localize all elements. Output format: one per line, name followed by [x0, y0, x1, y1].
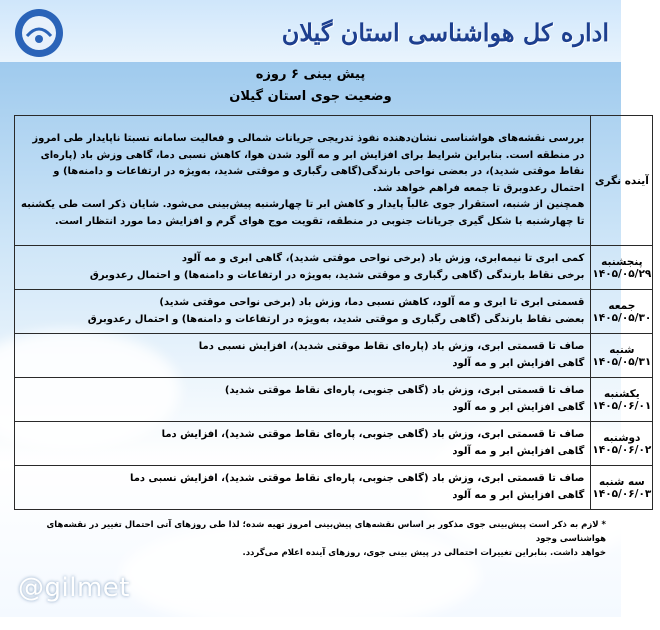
disclaimer-note — [14, 518, 606, 560]
forecast-line: صاف تا قسمتی ابری، وزش باد (گاهی جنوبی، پاره‌ای نقاط موقتی شدید)، افزایش دما — [161, 429, 585, 440]
future-description — [15, 116, 591, 246]
day-cell — [591, 378, 653, 422]
day-name: جمعه — [608, 299, 636, 312]
description-line: احتمال رعدوبرق تا جمعه فراهم خواهد شد. — [373, 182, 585, 194]
forecast-line: صاف تا قسمتی ابری، وزش باد (گاهی جنوبی، پاره‌ای نقاط موقتی شدید)، افزایش نسبی دما — [129, 473, 585, 484]
description-line: در منطقه است. بنابراین شرایط برای افزایش ابر و مه آلود شدن هوا، کاهش نسبی دما، گاهی وزش باد (پاره‌ای — [40, 149, 585, 161]
disclaimer-line: خواهد داشت. بنابراین تغییرات احتمالی در پیش بینی جوی، روزهای آینده اعلام می‌گردد. — [242, 548, 606, 558]
table-row — [15, 290, 653, 334]
day-date: ۱۴۰۵/۰۶/۰۲ — [592, 443, 652, 456]
table-row — [15, 246, 653, 290]
forecast-line: صاف تا قسمتی ابری، وزش باد (پاره‌ای نقاط موقتی شدید)، افزایش نسبی دما — [198, 341, 585, 352]
day-date: ۱۴۰۵/۰۵/۳۱ — [592, 355, 652, 368]
forecast-line: برخی نقاط بارندگی (گاهی رگباری و موقتی شدید، به‌ویژه در ارتفاعات و دامنه‌ها) و احتمال رعدوبرق — [89, 269, 585, 281]
table-row — [15, 466, 653, 510]
day-date: ۱۴۰۵/۰۵/۳۰ — [592, 311, 652, 324]
day-cell — [591, 334, 653, 378]
day-name: سه شنبه — [599, 475, 645, 488]
table-row — [15, 378, 653, 422]
day-name: یکشنبه — [604, 387, 640, 400]
table-row — [15, 334, 653, 378]
day-cell — [591, 422, 653, 466]
day-date: ۱۴۰۵/۰۶/۰۱ — [592, 399, 652, 412]
day-name: شنبه — [609, 343, 635, 356]
day-forecast — [15, 246, 591, 290]
description-line: تا چهارشنبه با شکل گیری جریانات جنوبی در منطقه، تقویت موج هوای گرم و افزایش دما مورد انتظار است. — [54, 215, 585, 227]
forecast-line: صاف تا قسمتی ابری، وزش باد (گاهی جنوبی، پاره‌ای نقاط موقتی شدید) — [224, 385, 585, 396]
day-cell — [591, 290, 653, 334]
table-row — [15, 116, 653, 246]
forecast-line: گاهی افزایش ابر و مه آلود — [452, 489, 585, 501]
disclaimer-line: * لازم به ذکر است پیش‌بینی جوی مذکور بر اساس نقشه‌های پیش‌بینی امروز تهیه شده؛ لذا طی روزهای آتی احتمال تغییر در نقشه‌های هواشناسی وجود — [46, 520, 606, 544]
day-forecast — [15, 290, 591, 334]
description-line: بررسی نقشه‌های هواشناسی نشان‌دهنده نفوذ تدریجی جریانات شمالی و فعالیت سامانه نسبتا ناپایدار طی امروز — [32, 133, 585, 144]
description-line: نقاط موقتی شدید)، در بعضی نواحی بارندگی(گاهی رگباری و موقتی شدید، به‌ویژه در ارتفاعات و دامنه‌ها) و — [53, 166, 585, 177]
forecast-line: گاهی افزایش ابر و مه آلود — [452, 357, 585, 369]
day-forecast — [15, 422, 591, 466]
forecast-line: بعضی نقاط بارندگی (گاهی رگباری و موقتی شدید، به‌ویژه در ارتفاعات و دامنه‌ها) و احتمال رعدوبرق — [87, 313, 585, 325]
table-row — [15, 422, 653, 466]
forecast-line: قسمتی ابری تا ابری و مه آلود، کاهش نسبی دما، وزش باد (برخی نواحی موقتی شدید) — [159, 297, 585, 308]
day-forecast — [15, 378, 591, 422]
forecast-line: کمی ابری تا نیمه‌ابری، وزش باد (برخی نواحی موقتی شدید)، گاهی ابری و مه آلود — [181, 253, 585, 264]
header-banner — [0, 0, 621, 62]
day-forecast — [15, 466, 591, 510]
future-label: آینده نگری — [594, 174, 649, 187]
forecast-title: پیش بینی ۶ روزه — [255, 67, 366, 82]
day-date: ۱۴۰۵/۰۶/۰۳ — [592, 487, 652, 500]
future-label-cell — [591, 116, 653, 246]
day-cell — [591, 246, 653, 290]
forecast-line: گاهی افزایش ابر و مه آلود — [452, 445, 585, 457]
forecast-line: گاهی افزایش ابر و مه آلود — [452, 401, 585, 413]
day-forecast — [15, 334, 591, 378]
organization-name: اداره کل هواشناسی استان گیلان — [281, 18, 609, 47]
description-line: همچنین از شنبه، استقرار جوی غالباً پایدار و کاهش ابر تا چهارشنبه پیش‌بینی می‌شود. شایان ذکر است طی یکشنبه — [21, 199, 585, 210]
forecast-subtitle: وضعیت جوی استان گیلان — [229, 89, 392, 104]
day-name: دوشنبه — [603, 431, 641, 444]
day-date: ۱۴۰۵/۰۵/۲۹ — [592, 267, 652, 280]
meteorology-logo-icon — [12, 6, 66, 60]
day-name: پنجشنبه — [601, 255, 643, 268]
social-handle: @gilmet — [18, 573, 130, 603]
forecast-table — [14, 115, 653, 510]
day-cell — [591, 466, 653, 510]
